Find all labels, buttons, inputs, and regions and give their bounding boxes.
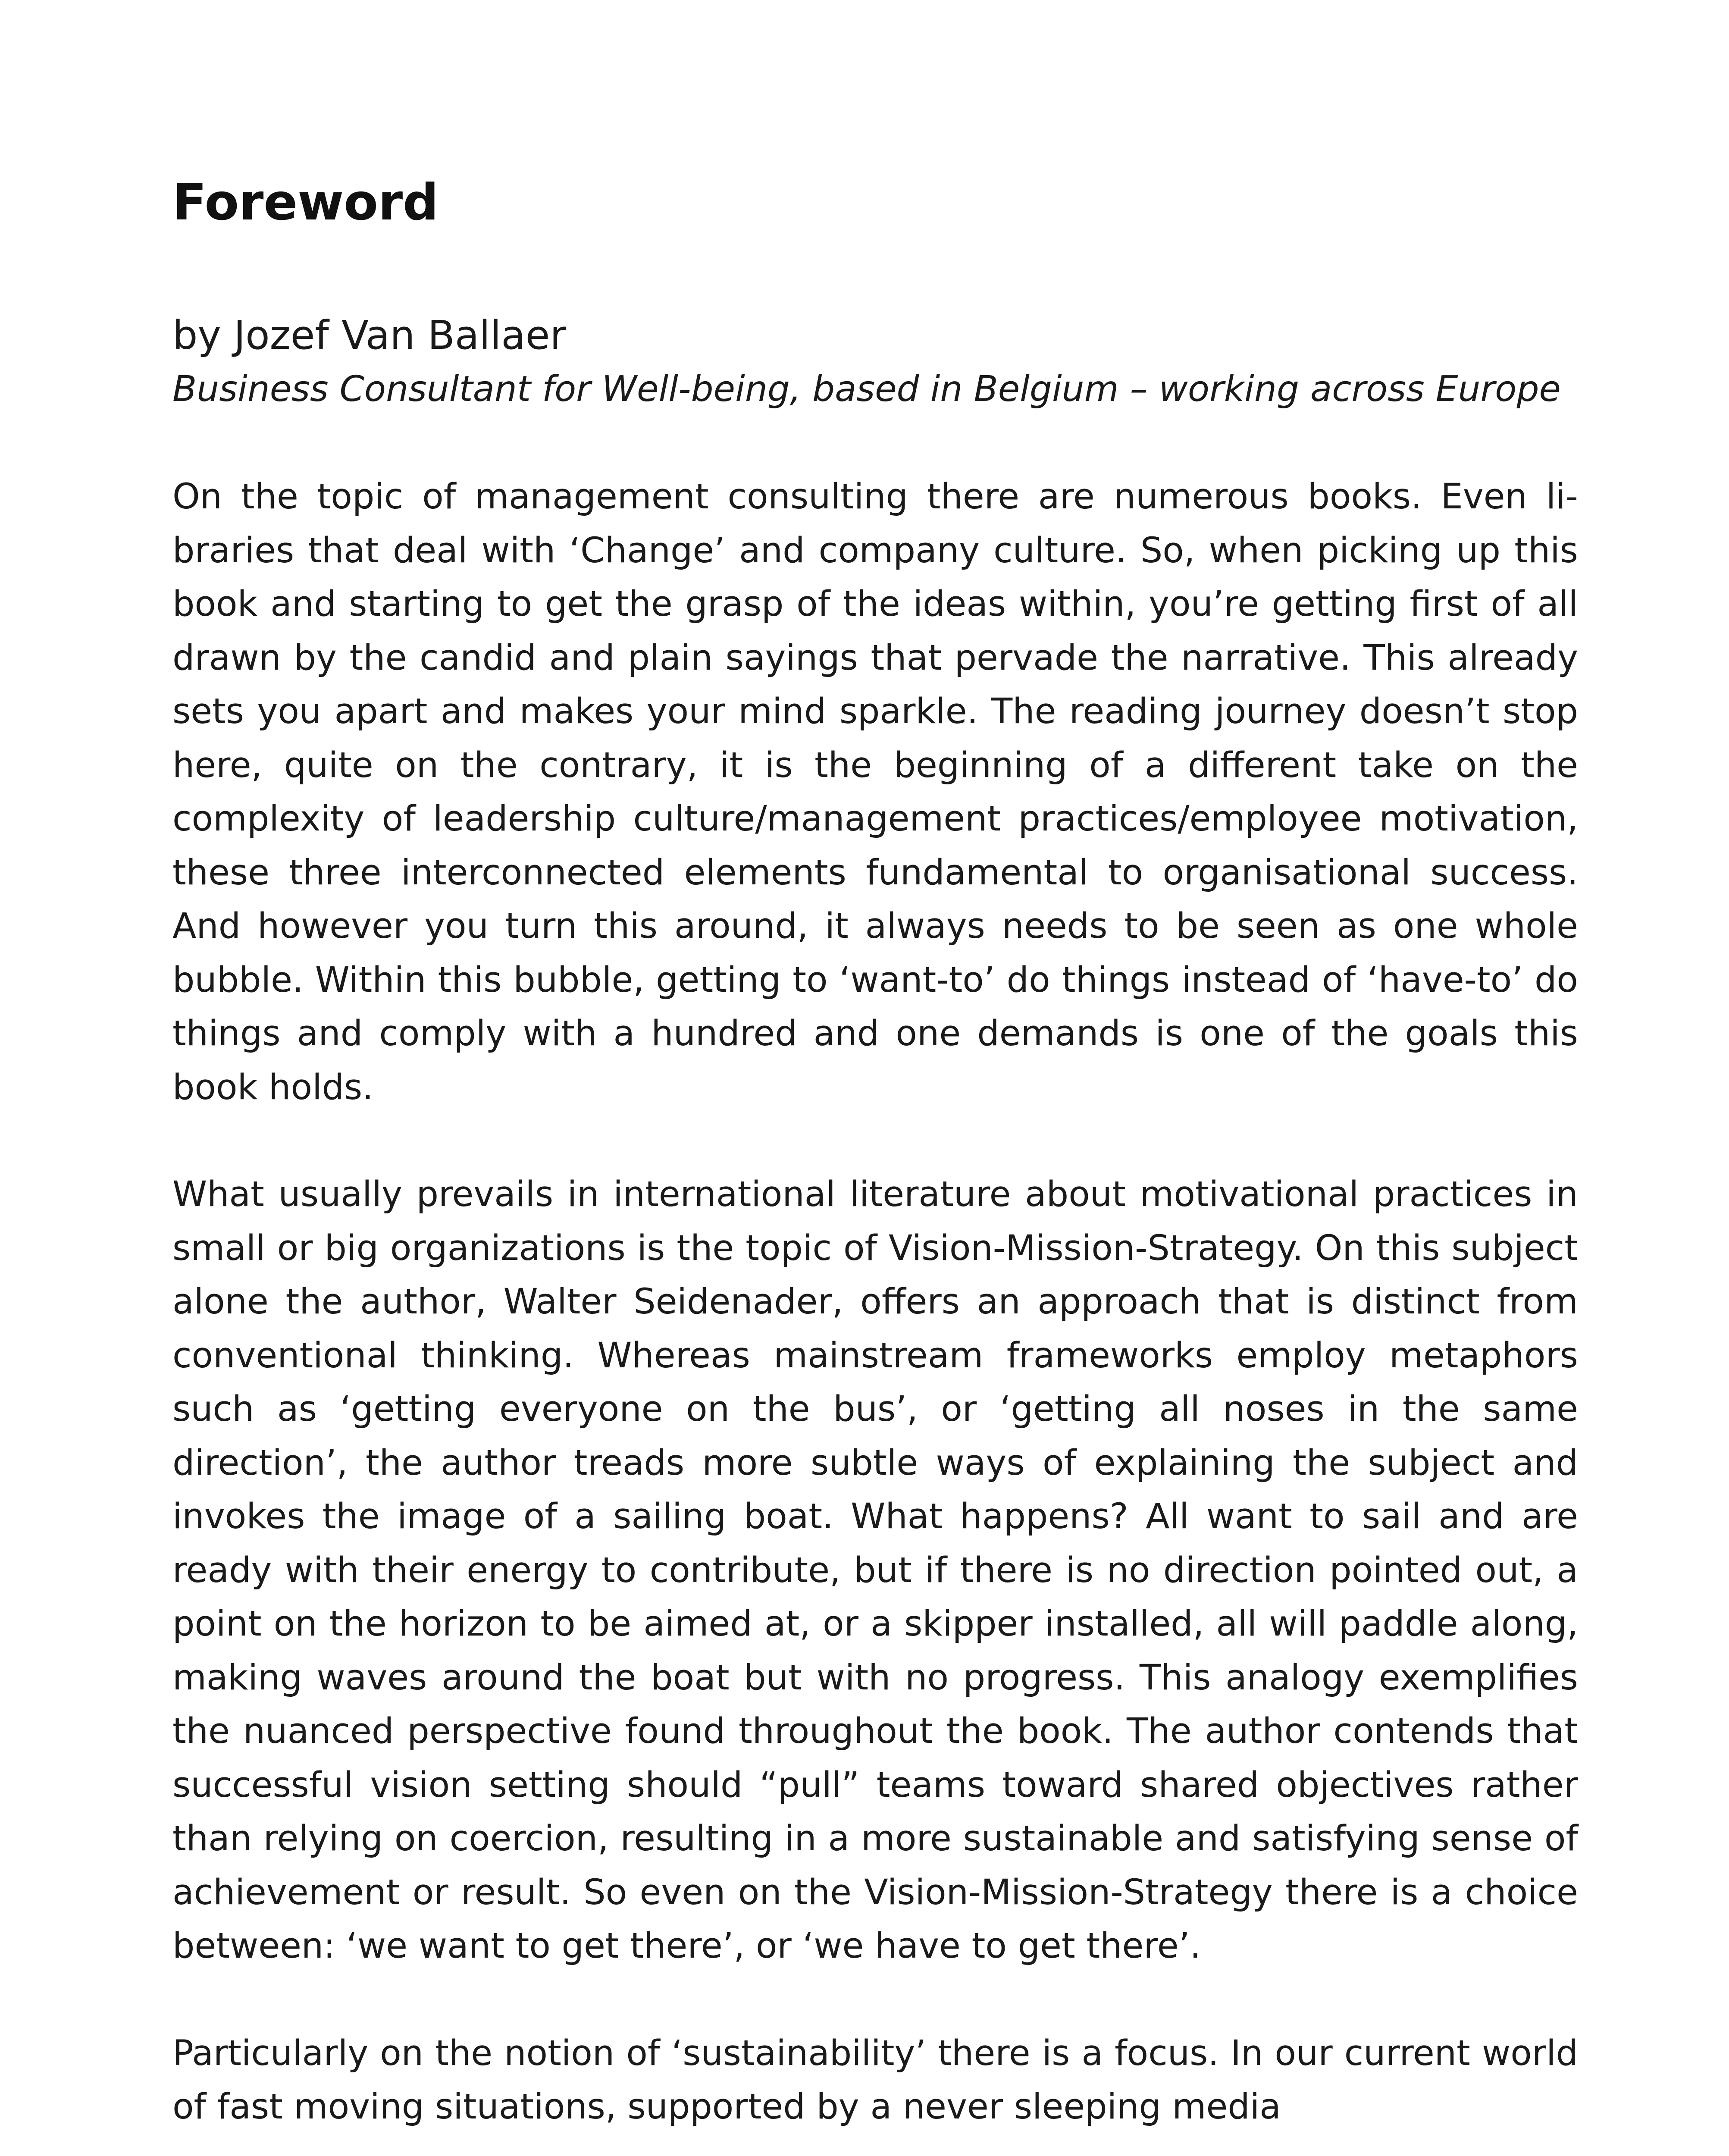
author-byline: by Jozef Van Ballaer [172,312,567,358]
paragraph: Particularly on the notion of ‘sustainability’ there is a focus. In our current world of fast moving situations, supported by a never sleeping media [172,2033,1578,2127]
author-role: Business Consultant for Well-being, based in Belgium – working across Europe [172,369,1561,410]
paragraph: On the topic of management consulting there are numerous books. Even libraries that deal with ‘Change’ and company culture. So, when picking up this book and starting to get the grasp of the ideas within, you’re getting first of all drawn by the candid and plain sayings that pervade the narrative. This already sets you apart and makes your mind sparkle. The reading journey doesn’t stop here, quite on the contrary, it is the beginning of a different take on the complexity of leadership culture/management practices/employee motivation, these three interconnected elements fundamental to organisational success. And however you turn this around, it always needs to be seen as one whole bubble. Within this bubble, getting to ‘want-to’ do things instead of ‘have-to’ do things and comply with a hundred and one demands is one of the goals this book holds. [172,476,1578,1108]
paragraph: What usually prevails in international literature about motivational practices in small or big organizations is the topic of Vision-Mission-Strategy. On this subject alone the author, Walter Seidenader, offers an approach that is distinct from conventional thinking. Whereas mainstream frameworks employ metaphors such as ‘getting everyone on the bus’, or ‘getting all noses in the same direction’, the author treads more subtle ways of explaining the subject and invokes the image of a sailing boat. What happens? All want to sail and are ready with their energy to contribute, but if there is no direction pointed out, a point on the horizon to be aimed at, or a skipper installed, all will paddle along, making waves around the boat but with no progress. This analogy exemplifies the nuanced perspective found throughout the book. The author contends that successful vision setting should “pull” teams toward shared objectives rather than relying on coercion, resulting in a more sustainable and satisfying sense of achievement or result. So even on the Vision-Mission-Strategy there is a choice between: ‘we want to get there’, or ‘we have to get there’. [172,1174,1578,1966]
page-title: Foreword [172,173,439,232]
page-content [172,170,1578,2134]
